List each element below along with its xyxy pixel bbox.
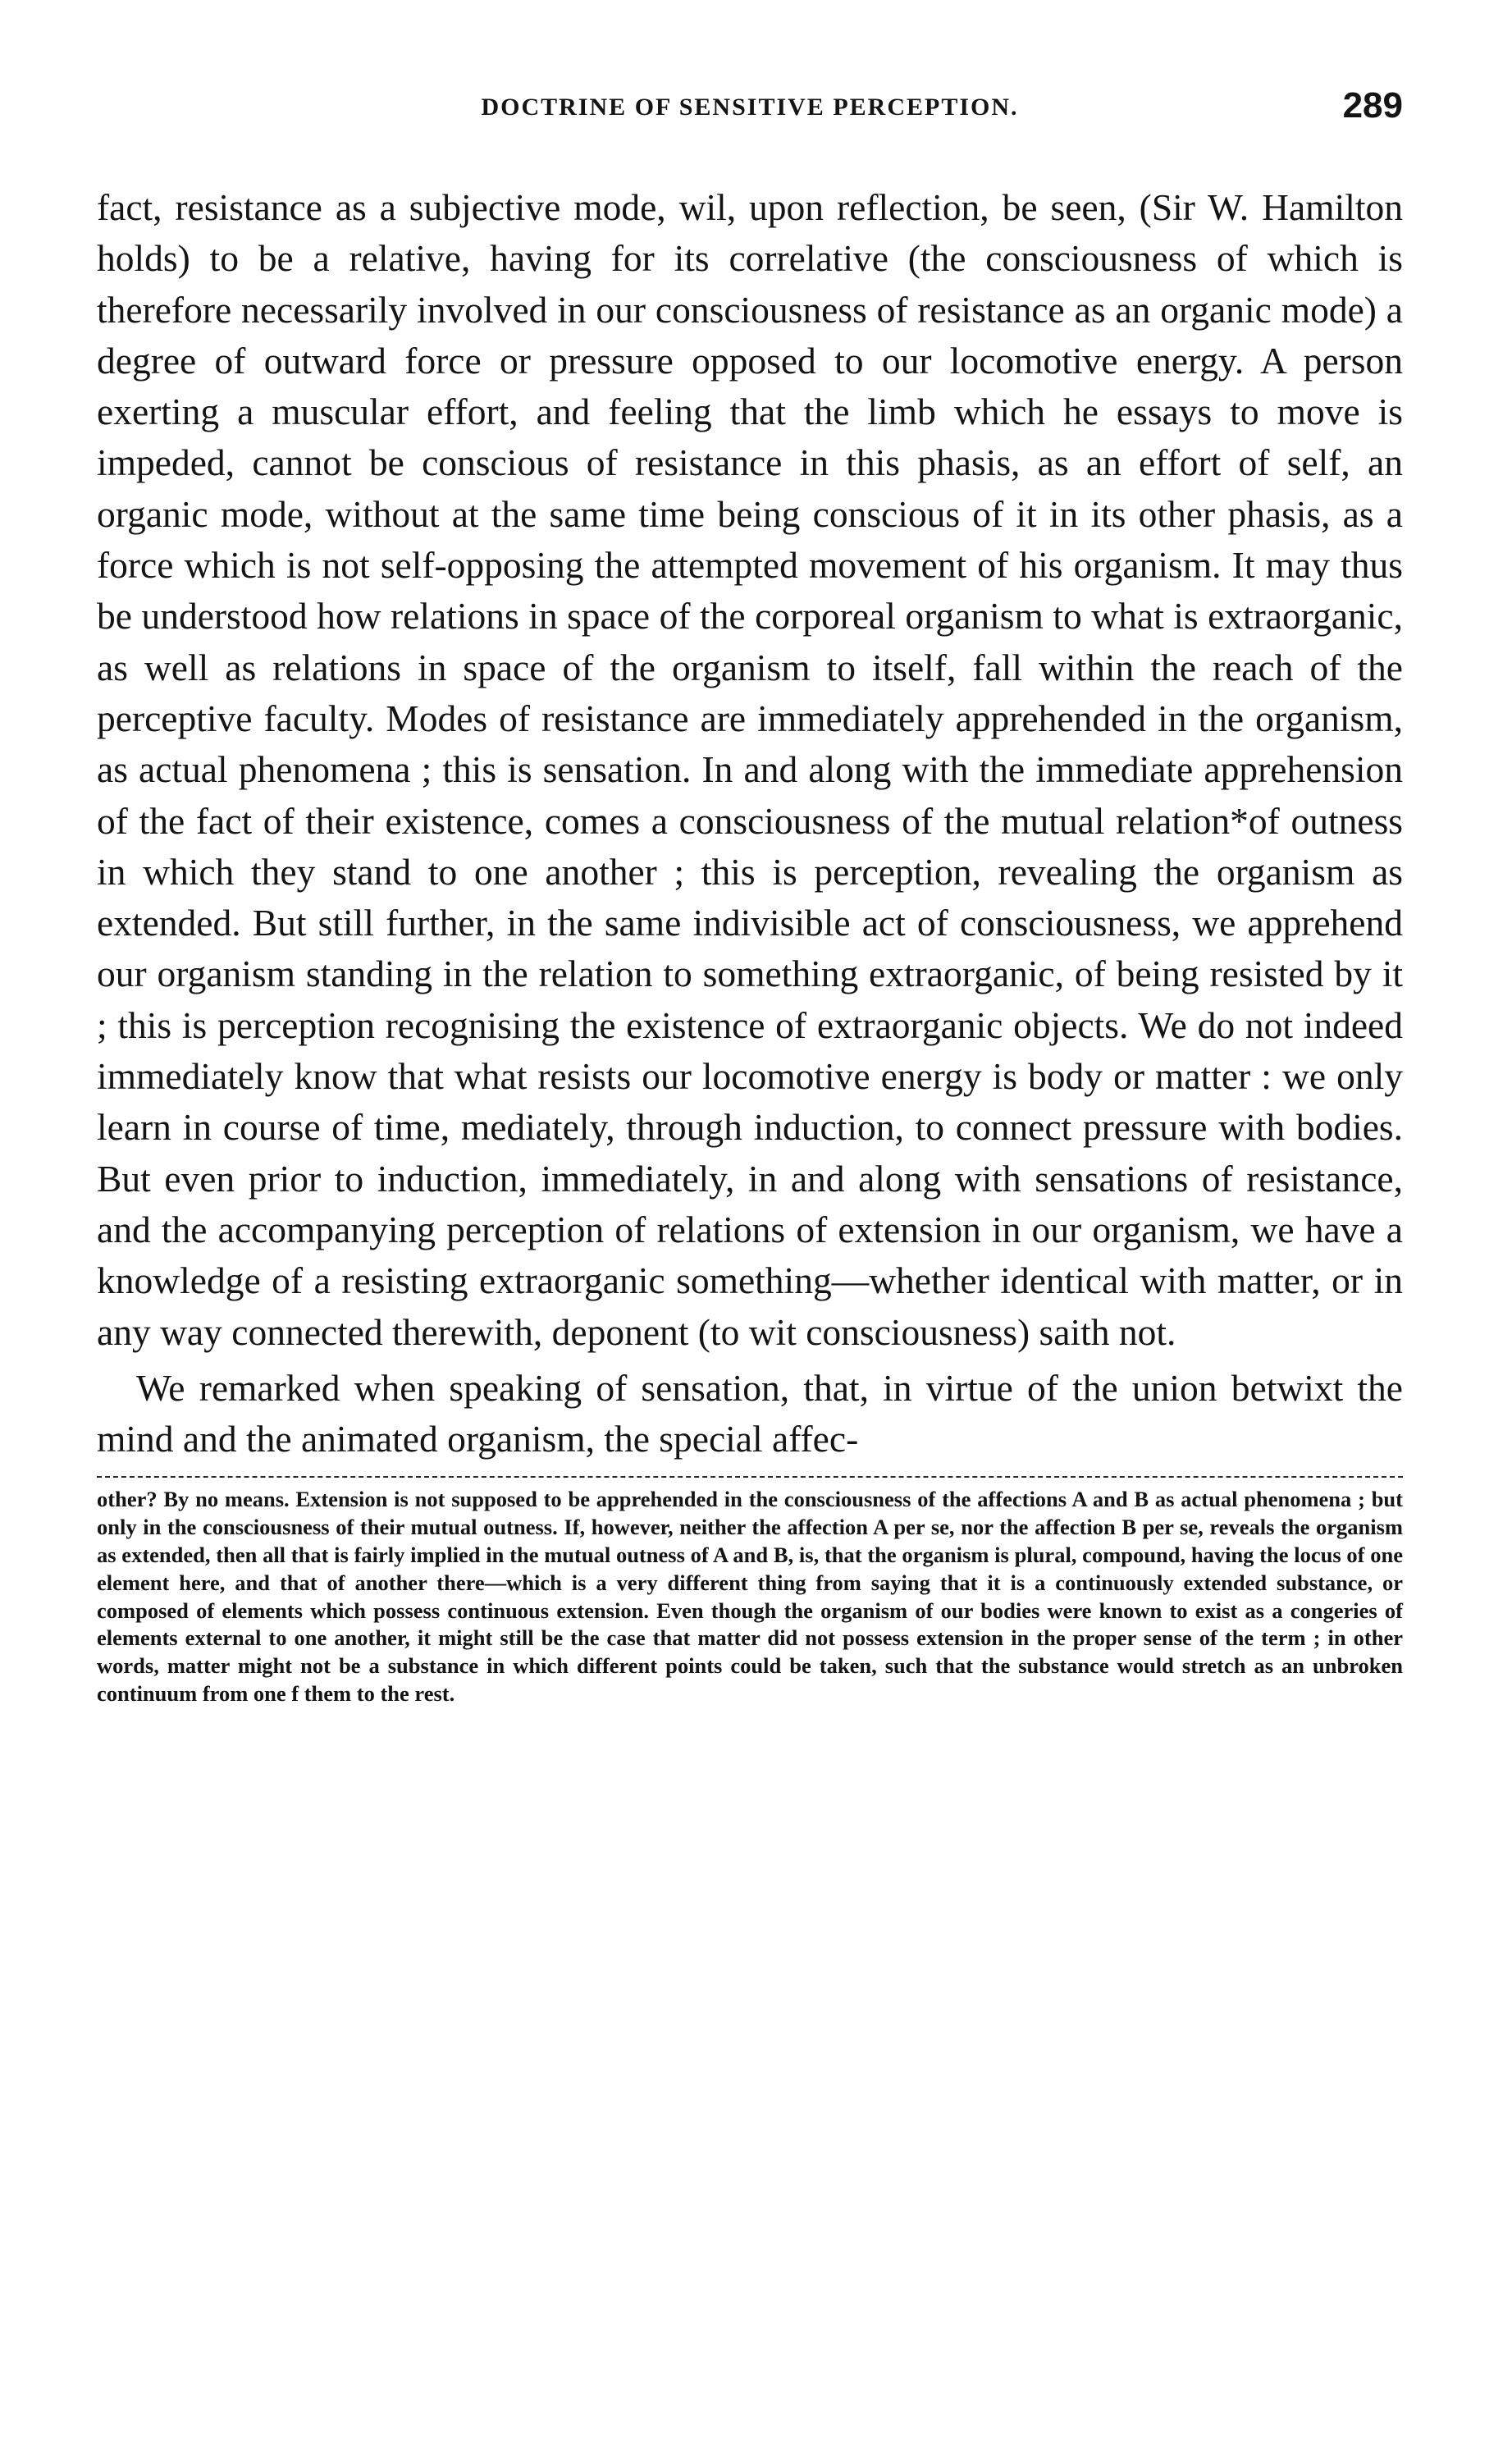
paragraph: We remarked when speaking of sensation, that, in virtue of the union betwixt the mind and the animated organism, the special affec- bbox=[97, 1366, 1403, 1460]
footnote-text: other? By no means. Extension is not supposed to be apprehended in the consciousness of the affections A and B as actual phenomena ; but only in the consciousness of their mutual outness. If, however, neither the affection A per se, nor the affection B per se, reveals the organism as extended, then all that is fairly implied in the mutual outness of A and B, is, that the organism is plural, compound, having the locus of one element here, and that of another there—which is a very different thing from saying that it is a continuously extended substance, or composed of elements which possess continuous extension. Even though the organism of our bodies were known to exist as a congeries of elements external to one another, it might still be the case that matter did not possess extension in the proper sense of the term ; in other words, matter might not be a substance in which different points could be taken, such that the substance would stretch as an unbroken continuum from one f them to the rest. bbox=[97, 1487, 1403, 1706]
body-text bbox=[97, 182, 1403, 1465]
footnote bbox=[97, 1486, 1403, 1707]
running-title: DOCTRINE OF SENSITIVE PERCEPTION. bbox=[481, 94, 1019, 121]
book-page bbox=[97, 85, 1403, 1708]
page-number: 289 bbox=[1342, 85, 1403, 126]
running-head bbox=[97, 85, 1403, 146]
paragraph: fact, resistance as a subjective mode, wil, upon reflection, be seen, (Sir W. Hamilton holds) to be a relative, having for its correlative (the consciousness of which is therefore necessarily involved in our consciousness of resistance as an organic mode) a degree of outward force or pressure opposed to our locomotive energy. A person exerting a muscular effort, and feeling that the limb which he essays to move is impeded, cannot be conscious of resistance in this phasis, as an effort of self, an organic mode, without at the same time being conscious of it in its other phasis, as a force which is not self-opposing the attempted movement of his organism. It may thus be understood how relations in space of the corporeal organism to what is extraorganic, as well as relations in space of the organism to itself, fall within the reach of the perceptive faculty. Modes of resistance are immediately apprehended in the organism, as actual phenomena ; this is sensation. In and along with the immediate apprehension of the fact of their existence, comes a consciousness of the mutual relation*of outness in which they stand to one another ; this is perception, revealing the organism as extended. But still further, in the same indivisible act of consciousness, we apprehend our organism standing in the relation to something extraorganic, of being resisted by it ; this is perception recognising the existence of extraorganic objects. We do not indeed immediately know that what resists our locomotive energy is body or matter : we only learn in course of time, mediately, through induction, to connect pressure with bodies. But even prior to induction, immediately, in and along with sensations of resistance, and the accompanying perception of relations of extension in our organism, we have a knowledge of a resisting extraorganic something—whether identical with matter, or in any way connected therewith, deponent (to wit consciousness) saith not. bbox=[97, 186, 1403, 1353]
footnote-divider bbox=[97, 1476, 1403, 1478]
